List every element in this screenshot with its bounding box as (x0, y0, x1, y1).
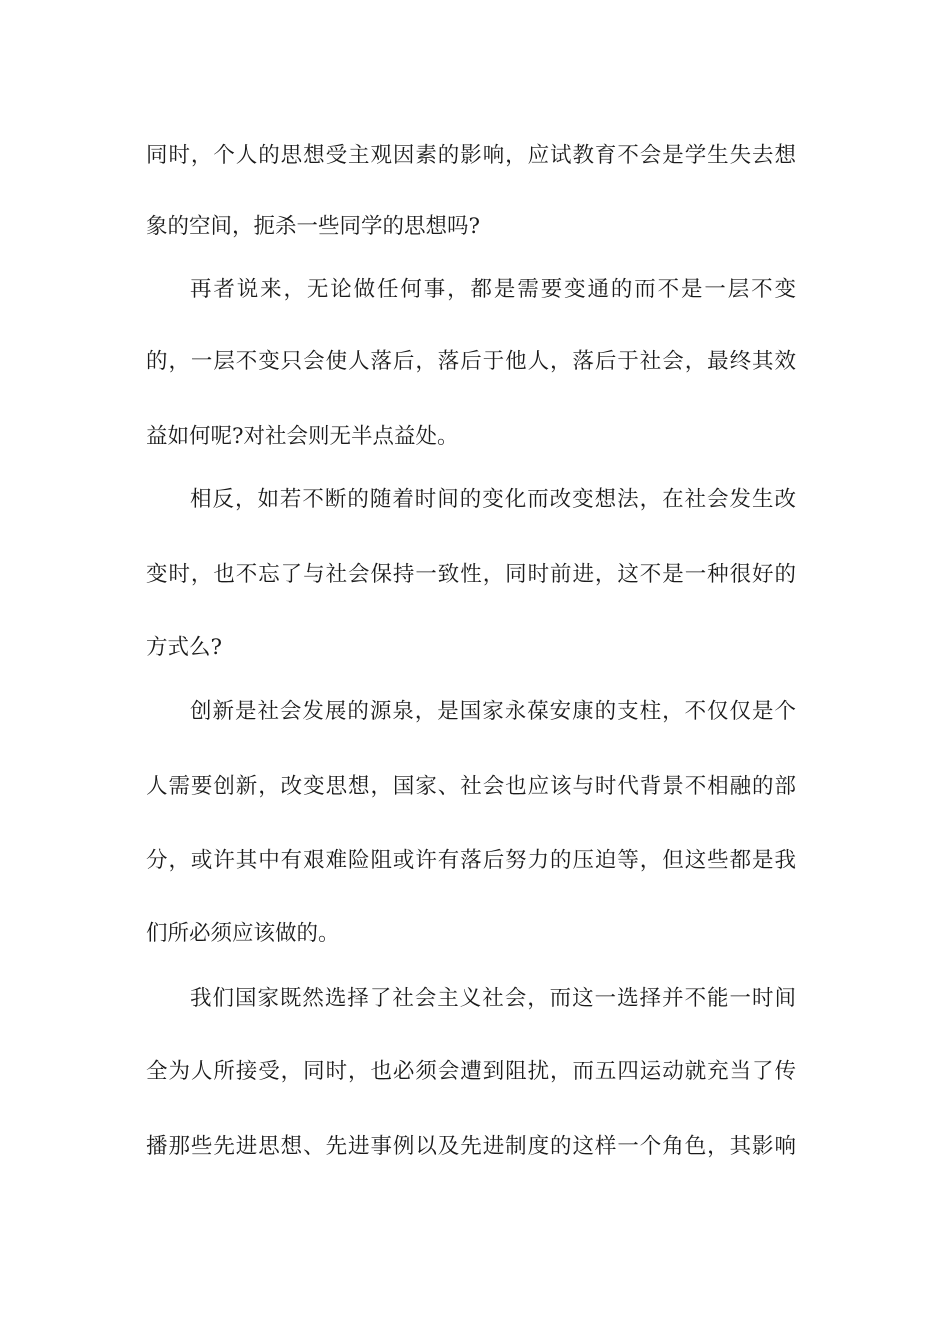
paragraph-line: 象的空间，扼杀一些同学的思想吗? (146, 214, 481, 239)
paragraph-line: 我们国家既然选择了社会主义社会，而这一选择并不能一时间 (190, 986, 796, 1011)
paragraph-line: 创新是社会发展的源泉，是国家永葆安康的支柱，不仅仅是个 (190, 699, 796, 724)
paragraph-line: 们所必须应该做的。 (146, 921, 340, 946)
paragraph-line: 再者说来，无论做任何事，都是需要变通的而不是一层不变 (190, 277, 796, 302)
paragraph-line: 人需要创新，改变思想，国家、社会也应该与时代背景不相融的部 (146, 774, 796, 799)
paragraph-line: 相反，如若不断的随着时间的变化而改变想法，在社会发生改 (190, 487, 796, 512)
paragraph-line: 同时，个人的思想受主观因素的影响，应试教育不会是学生失去想 (146, 143, 796, 168)
paragraph-line: 播那些先进思想、先进事例以及先进制度的这样一个角色，其影响 (146, 1134, 796, 1159)
paragraph-line: 全为人所接受，同时，也必须会遭到阻扰，而五四运动就充当了传 (146, 1059, 796, 1084)
paragraph-line: 的，一层不变只会使人落后，落后于他人，落后于社会，最终其效 (146, 349, 796, 374)
paragraph-line: 变时，也不忘了与社会保持一致性，同时前进，这不是一种很好的 (146, 562, 796, 587)
paragraph-line: 益如何呢?对社会则无半点益处。 (146, 424, 459, 449)
paragraph-line: 分，或许其中有艰难险阻或许有落后努力的压迫等，但这些都是我 (146, 848, 796, 873)
paragraph-line: 方式么? (146, 635, 223, 660)
